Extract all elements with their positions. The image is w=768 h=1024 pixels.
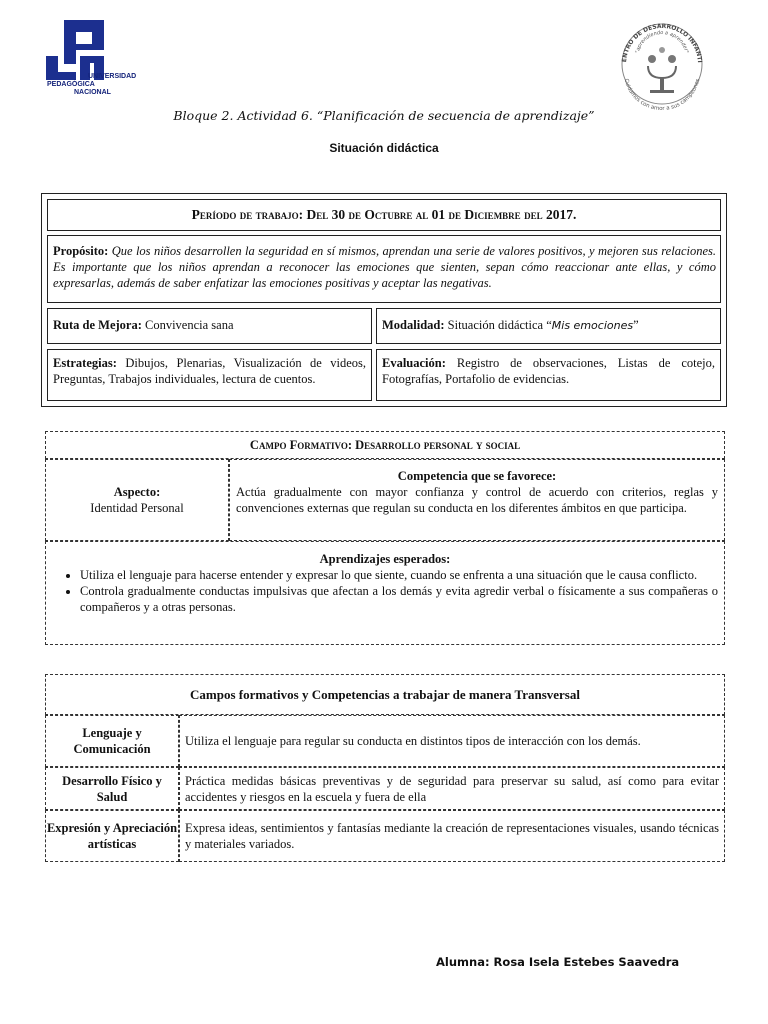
list-item: • Controla gradualmente conductas impulsivas que afectan a los demás y evita agredir verbal o físicamente a sus compañeras o compañeros y a otras personas. bbox=[80, 583, 718, 615]
table-row-campo: Expresión y Apreciación artísticas bbox=[45, 810, 179, 862]
cdi-text-middle: "aprendiendo a aprender" bbox=[634, 29, 690, 54]
upn-text-line-3: NACIONAL bbox=[74, 89, 111, 96]
cdi-text-top: ENTRO DE DESARROLLO INFANTI bbox=[621, 22, 703, 64]
competencia-cell bbox=[229, 459, 725, 541]
cdi-logo bbox=[612, 14, 712, 114]
cdi-logo-icon bbox=[612, 14, 712, 114]
ruta-mejora-cell bbox=[47, 308, 372, 344]
upn-text-line-2: PEDAGÓGICA bbox=[47, 81, 95, 88]
campo-formativo-heading: Campo Formativo: Desarrollo personal y social bbox=[45, 431, 725, 459]
aprendizajes-cell bbox=[45, 541, 725, 645]
evaluacion-cell bbox=[376, 349, 721, 401]
proposito-cell bbox=[47, 235, 721, 303]
document-subtitle: Situación didáctica bbox=[329, 141, 439, 155]
table-row-campo: Desarrollo Físico y Salud bbox=[45, 767, 179, 810]
periodo-trabajo: Período de trabajo: Del 30 de Octubre al 01 de Diciembre del 2017. bbox=[47, 199, 721, 231]
aspecto-cell bbox=[45, 459, 229, 541]
modalidad-label: Modalidad: bbox=[382, 318, 445, 332]
upn-logo bbox=[44, 18, 144, 100]
ruta-label: Ruta de Mejora: bbox=[53, 318, 142, 332]
document-title: Bloque 2. Actividad 6. “Planificación de secuencia de aprendizaje” bbox=[173, 108, 595, 123]
estrategias-cell bbox=[47, 349, 372, 401]
competencia-text: Actúa gradualmente con mayor confianza y control de acuerdo con criterios, reglas y convenciones externas que regulan su conducta en los diferentes ámbitos en que participa. bbox=[236, 485, 718, 515]
evaluacion-label: Evaluación: bbox=[382, 356, 446, 370]
proposito-label: Propósito: bbox=[53, 244, 109, 258]
svg-text:CENTRO DE DESARROLLO INFANTIL bbox=[612, 14, 703, 63]
aprendizajes-list bbox=[52, 567, 718, 615]
table-row-competencia: Expresa ideas, sentimientos y fantasías mediante la creación de representaciones visuales, usando técnicas y materiales variados. bbox=[179, 810, 725, 862]
table-row-campo: Lenguaje y Comunicación bbox=[45, 715, 179, 767]
list-item: • Utiliza el lenguaje para hacerse entender y expresar lo que siente, cuando se enfrenta a una situación que le causa conflicto. bbox=[80, 567, 718, 583]
table-row-competencia: Utiliza el lenguaje para regular su conducta en distintos tipos de interacción con los demás. bbox=[179, 715, 725, 767]
aspecto-value: Identidad Personal bbox=[90, 501, 184, 515]
alumna-name: Alumna: Rosa Isela Estebes Saavedra bbox=[436, 955, 680, 969]
evaluacion-text: Registro de observaciones, Listas de cotejo, Fotografías, Portafolio de evidencias. bbox=[382, 356, 715, 386]
aprendizajes-label: Aprendizajes esperados: bbox=[319, 552, 451, 566]
estrategias-label: Estrategias: bbox=[53, 356, 117, 370]
table-row-competencia: Práctica medidas básicas preventivas y de seguridad para preservar su salud, así como para evitar accidentes y riesgos en la escuela y fuera de ella bbox=[179, 767, 725, 810]
competencia-label: Competencia que se favorece: bbox=[397, 469, 557, 483]
proposito-text: Que los niños desarrollen la seguridad en sí mismos, aprendan una serie de valores positivos, y mejoren sus relaciones. Es importante que los niños aprendan a reconocer las emociones que sienten, sepan cómo reaccionar ante ellas, y cómo expresarlas, además de saber enfatizar las emociones positivas y aceptar las negativas. bbox=[53, 244, 716, 290]
aspecto-label: Aspecto: bbox=[113, 485, 161, 499]
modalidad-text: Situación didáctica “ bbox=[447, 318, 552, 332]
modalidad-close: ” bbox=[633, 318, 639, 332]
ruta-text: Convivencia sana bbox=[145, 318, 234, 332]
estrategias-text: Dibujos, Plenarias, Visualización de videos, Preguntas, Trabajos individuales, lectura de cuentos. bbox=[53, 356, 367, 386]
modalidad-cell bbox=[376, 308, 721, 344]
modalidad-title: Mis emociones bbox=[551, 319, 634, 332]
cdi-text-bottom: Cuidamos con amor a sus campeones bbox=[622, 78, 702, 113]
transversal-heading: Campos formativos y Competencias a trabajar de manera Transversal bbox=[45, 674, 725, 715]
upn-text-line-1: UNIVERSIDAD bbox=[88, 73, 137, 80]
